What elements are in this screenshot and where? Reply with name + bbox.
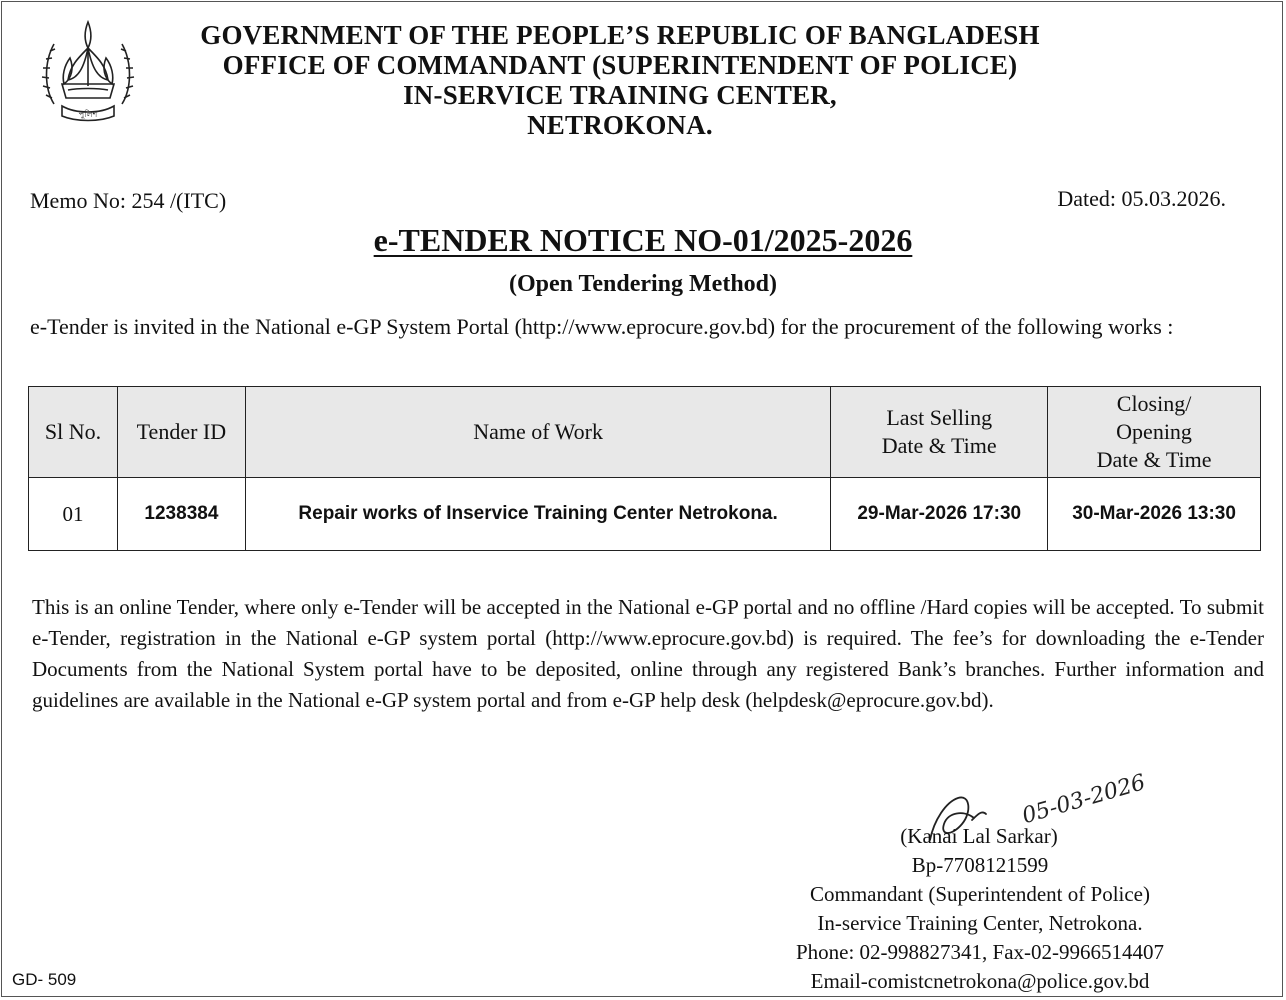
signatory-designation: Commandant (Superintendent of Police) [809, 882, 1150, 906]
col-header-closing-line3: Date & Time [1096, 447, 1212, 472]
header-line-3: IN-SERVICE TRAINING CENTER, [403, 80, 837, 110]
header-line-4: NETROKONA. [527, 110, 713, 140]
signatory-name: (Kanai Lal Sarkar) [900, 824, 1058, 848]
tender-table [28, 386, 1261, 551]
signatory-email: Email-comistcnetrokona@police.gov.bd [810, 969, 1150, 993]
signatory-office: In-service Training Center, Netrokona. [817, 911, 1143, 935]
col-header-sl: Sl No. [29, 387, 118, 478]
col-header-name: Name of Work [245, 387, 830, 478]
col-header-last-selling [831, 387, 1048, 478]
memo-number: Memo No: 254 /(ITC) [30, 188, 227, 213]
col-header-closing [1048, 387, 1261, 478]
col-header-last-selling-line1: Last Selling [886, 405, 993, 430]
table-header-row [29, 387, 1261, 478]
signature-date: 05-03-2026 [1019, 770, 1149, 830]
table-row [29, 478, 1261, 551]
cell-last-selling: 29-Mar-2026 17:30 [831, 478, 1048, 551]
header-line-2: OFFICE OF COMMANDANT (SUPERINTENDENT OF POLICE) [222, 50, 1018, 80]
col-header-closing-line2: Opening [1116, 419, 1192, 444]
notice-title-row [0, 222, 1286, 259]
signatory-bp: Bp-7708121599 [911, 853, 1049, 877]
footer-code: GD- 509 [12, 970, 77, 989]
signatory-phone: Phone: 02-998827341, Fax-02-9966514407 [795, 940, 1165, 964]
col-header-tender-id: Tender ID [117, 387, 245, 478]
cell-sl: 01 [29, 478, 118, 551]
notice-subtitle: (Open Tendering Method) [508, 271, 778, 297]
letterhead [140, 20, 1140, 140]
body-paragraph: This is an online Tender, where only e-Tender will be accepted in the National e-GP portal and no offline /Hard copies will be accepted. To submit e-Tender, registration in the National e-GP system portal (http://www.eprocure.gov.bd) is required. The fee’s for downloading the e-Tender Documents from the National System portal have to be deposited, online through any registered Bank’s branches. Further information and guidelines are available in the National e-GP system portal and from e-GP help desk (helpdesk@eprocure.gov.bd). [32, 595, 1264, 712]
col-header-last-selling-line2: Date & Time [881, 433, 997, 458]
cell-tender-id: 1238384 [117, 478, 245, 551]
emblem-text: পুলিশ [78, 110, 98, 119]
notice-title: e-TENDER NOTICE NO-01/2025-2026 [373, 222, 913, 258]
intro-paragraph: e-Tender is invited in the National e-GP System Portal (http://www.eprocure.gov.bd) for the procurement of the following works : [30, 314, 1174, 339]
cell-closing: 30-Mar-2026 13:30 [1048, 478, 1261, 551]
header-line-1: GOVERNMENT OF THE PEOPLE’S REPUBLIC OF BANGLADESH [200, 20, 1040, 50]
signatory-block [740, 822, 1220, 996]
cell-name: Repair works of Inservice Training Center Netrokona. [245, 478, 830, 551]
date: Dated: 05.03.2026. [1057, 186, 1226, 211]
col-header-closing-line1: Closing/ [1116, 391, 1192, 416]
